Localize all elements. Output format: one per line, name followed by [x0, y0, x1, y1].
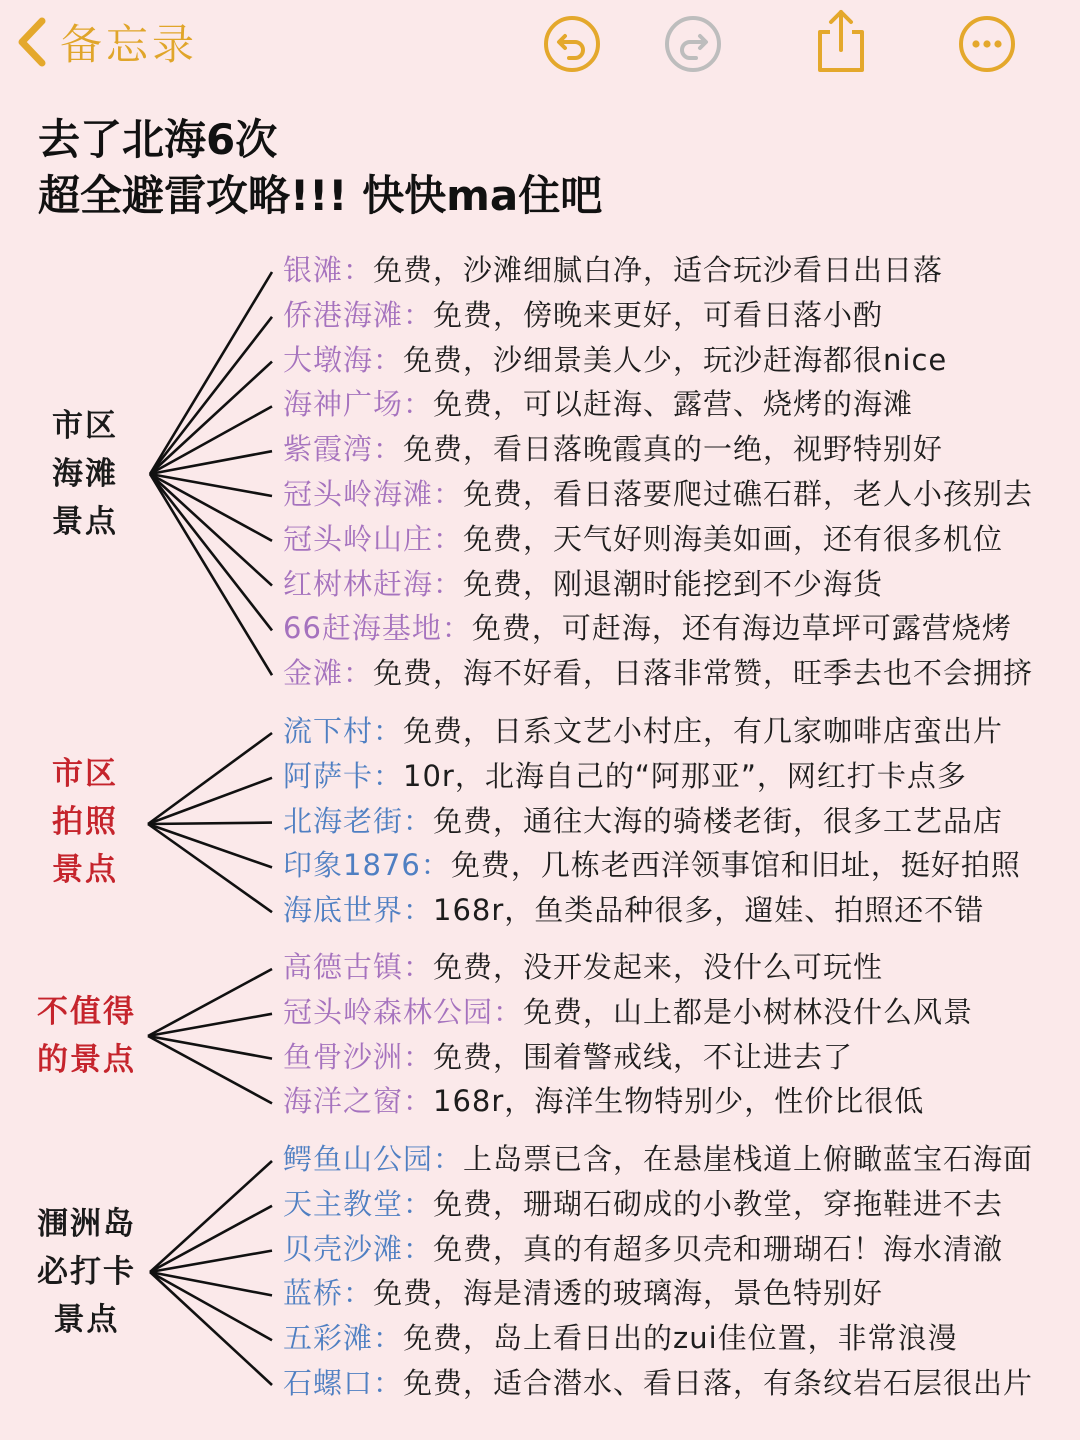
- section-label-line: 的景点: [37, 1042, 136, 1078]
- place-description: 免费，沙细景美人少，玩沙赶海都很nice: [403, 342, 948, 377]
- place-description: 免费，海是清透的玻璃海，景色特别好: [373, 1276, 884, 1311]
- list-item: [283, 1182, 1003, 1227]
- place-name: 石螺口：: [283, 1366, 404, 1400]
- place-name: 海洋之窗：: [283, 1084, 434, 1119]
- place-name: 鳄鱼山公园：: [283, 1142, 464, 1176]
- place-description: 免费，几栋老西洋领事馆和旧址，挺好拍照: [450, 848, 1021, 883]
- place-description: 免费，适合潜水、看日落，有条纹岩石层很出片: [403, 1366, 1034, 1400]
- place-name: 66赶海基地：: [283, 611, 472, 646]
- place-name: 金滩：: [283, 656, 374, 691]
- place-description: 免费，可赶海，还有海边草坪可露营烧烤: [471, 611, 1012, 646]
- place-description: 免费，看日落晚霞真的一绝，视野特别好: [403, 432, 944, 467]
- place-name: 五彩滩：: [283, 1321, 404, 1356]
- title-line-1: 去了北海6次: [38, 115, 278, 164]
- place-name: 北海老街：: [283, 803, 434, 838]
- place-name: 阿萨卡：: [283, 758, 404, 793]
- place-description: 免费，海不好看，日落非常赞，旺季去也不会拥挤: [373, 656, 1034, 691]
- place-description: 免费，真的有超多贝壳和珊瑚石！海水清澈: [433, 1231, 1004, 1266]
- section-label-line: 必打卡: [37, 1254, 136, 1290]
- place-name: 天主教堂：: [283, 1186, 434, 1221]
- place-name: 海神广场：: [283, 387, 434, 422]
- place-description: 168r，鱼类品种很多，遛娃、拍照还不错: [433, 893, 985, 928]
- place-description: 10r，北海自己的“阿那亚”，网红打卡点多: [403, 758, 967, 793]
- place-description: 免费，围着警戒线，不让进去了: [433, 1039, 854, 1074]
- place-name: 冠头岭森林公园：: [283, 994, 524, 1029]
- back-label: 备忘录: [60, 20, 199, 69]
- place-description: 免费，山上都是小树林没什么风景: [523, 994, 974, 1029]
- section-label-line: 景点: [52, 504, 118, 540]
- section-label-line: 拍照: [52, 804, 118, 840]
- section-label-line: 不值得: [37, 994, 136, 1030]
- list-item: [283, 1316, 958, 1361]
- section-label: [24, 1200, 149, 1344]
- section-label-line: 涠洲岛: [37, 1206, 136, 1242]
- place-name: 鱼骨沙洲：: [283, 1039, 434, 1074]
- place-description: 上岛票已含，在悬崖栈道上俯瞰蓝宝石海面: [463, 1142, 1034, 1176]
- list-item: [283, 1361, 1033, 1406]
- place-description: 免费，看日落要爬过礁石群，老人小孩别去: [463, 477, 1034, 511]
- place-name: 冠头岭山庄：: [283, 521, 464, 556]
- place-name: 冠头岭海滩：: [283, 477, 464, 511]
- section-label-line: 景点: [53, 1302, 120, 1338]
- place-description: 免费，沙滩细腻白净，适合玩沙看日出日落: [373, 253, 944, 287]
- place-description: 免费，日系文艺小村庄，有几家咖啡店蛮出片: [403, 714, 1004, 748]
- place-description: 免费，可以赶海、露营、烧烤的海滩: [433, 387, 914, 422]
- place-name: 海底世界：: [283, 893, 434, 928]
- place-description: 免费，珊瑚石砌成的小教堂，穿拖鞋进不去: [433, 1186, 1004, 1221]
- place-name: 银滩：: [283, 253, 374, 287]
- section-label-line: 海滩: [52, 456, 118, 492]
- section-label-line: 景点: [52, 852, 118, 888]
- place-name: 印象1876：: [283, 848, 451, 883]
- place-description: 免费，刚退潮时能挖到不少海货: [463, 566, 884, 601]
- place-name: 高德古镇：: [283, 950, 434, 984]
- place-name: 蓝桥：: [283, 1276, 374, 1311]
- place-description: 免费，通往大海的骑楼老街，很多工艺品店: [433, 803, 1004, 838]
- place-name: 紫霞湾：: [283, 432, 404, 467]
- place-name: 侨港海滩：: [283, 297, 434, 332]
- place-name: 红树林赶海：: [283, 566, 464, 601]
- list-item: [283, 1227, 1003, 1272]
- section-label-line: 市区: [52, 408, 118, 444]
- place-name: 流下村：: [283, 714, 404, 748]
- place-description: 168r，海洋生物特别少，性价比很低: [433, 1084, 925, 1119]
- list-item: [283, 1271, 883, 1316]
- place-name: 贝壳沙滩：: [283, 1231, 434, 1266]
- title-line-2: 超全避雷攻略!!! 快快ma住吧: [38, 171, 603, 220]
- place-description: 免费，没开发起来，没什么可玩性: [433, 950, 884, 984]
- place-name: 大墩海：: [283, 342, 404, 377]
- place-description: 免费，岛上看日出的zui佳位置，非常浪漫: [403, 1321, 958, 1356]
- place-description: 免费，傍晚来更好，可看日落小酌: [433, 297, 884, 332]
- place-description: 免费，天气好则海美如画，还有很多机位: [463, 521, 1004, 556]
- section-label-line: 市区: [52, 756, 118, 792]
- list-item: [283, 1137, 1033, 1182]
